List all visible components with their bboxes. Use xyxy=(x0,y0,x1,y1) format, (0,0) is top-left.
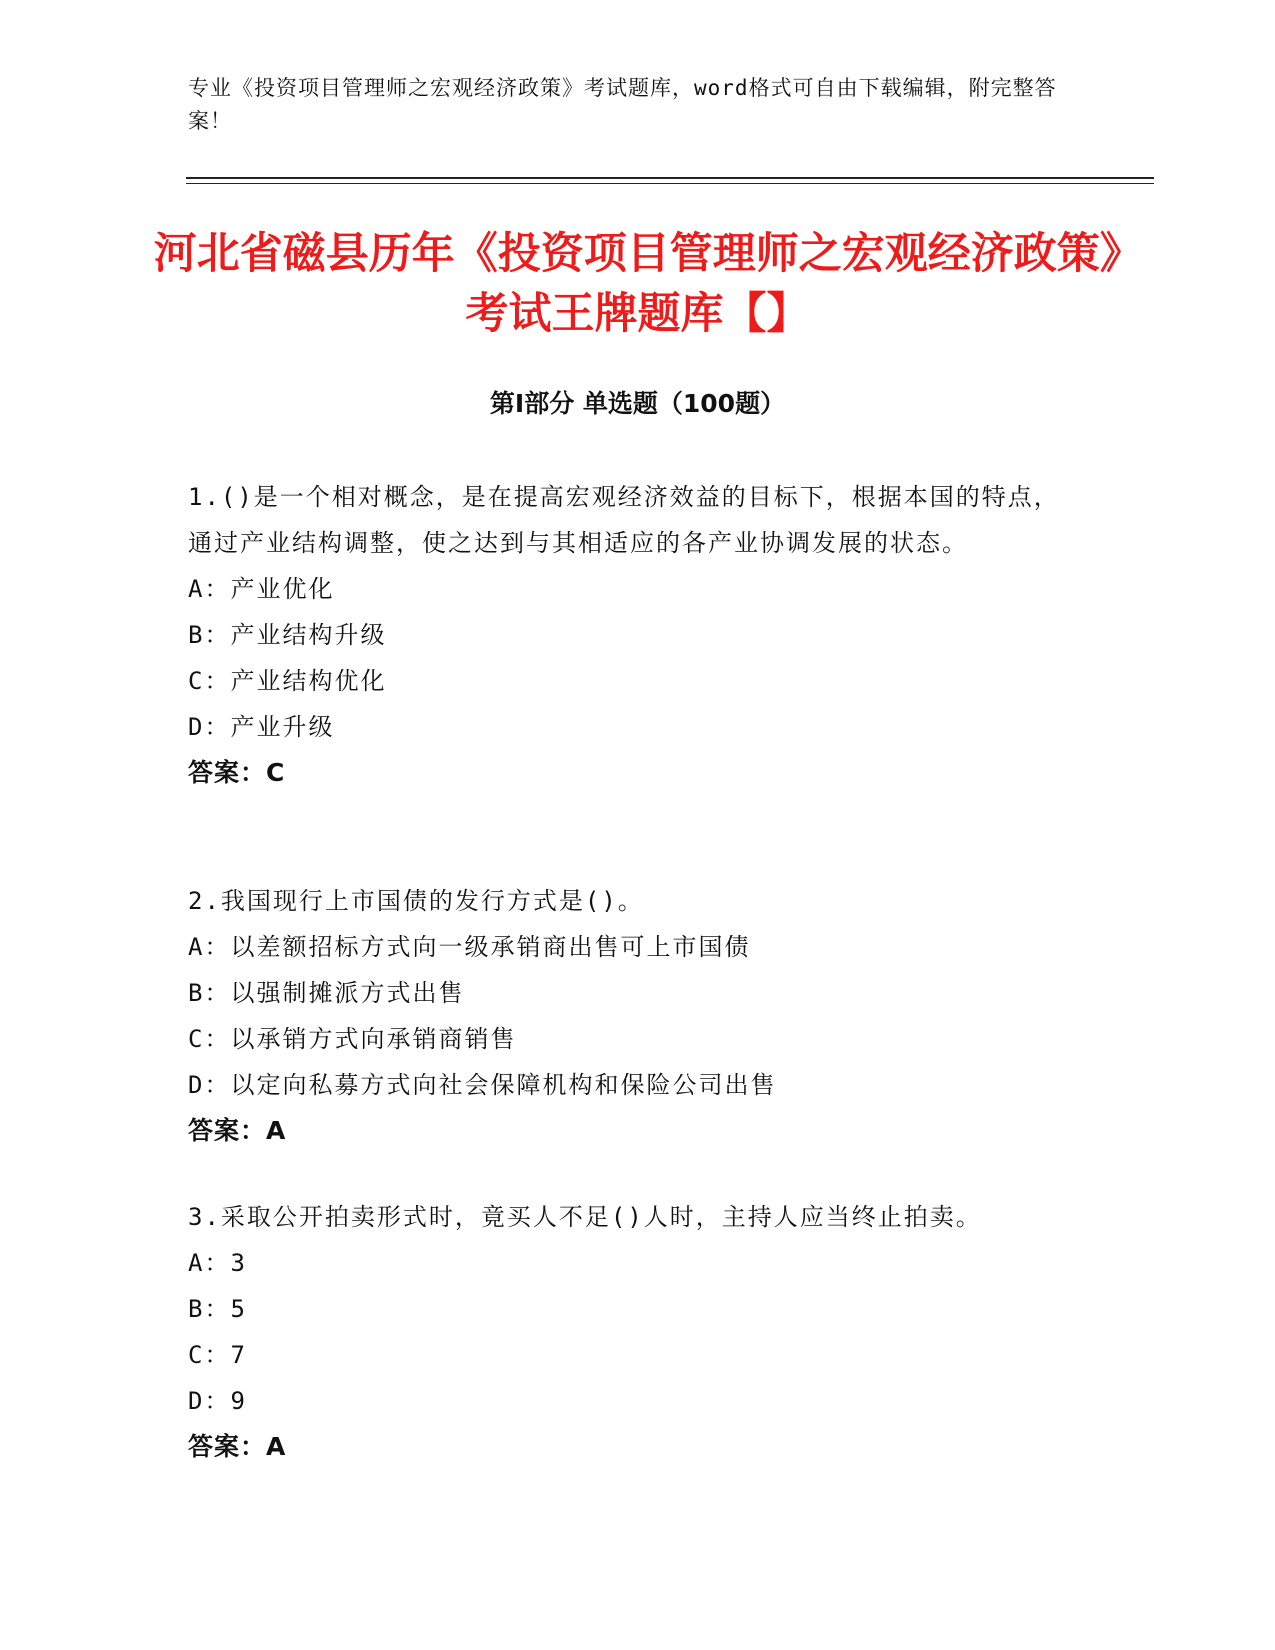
option-c: C：以承销方式向承销商销售 xyxy=(188,1025,517,1053)
header-note: 专业《投资项目管理师之宏观经济政策》考试题库，word格式可自由下载编辑，附完整答案！ xyxy=(188,76,1057,133)
option-d: D：9 xyxy=(188,1387,247,1415)
section-heading: 第Ⅰ部分 单选题（100题） xyxy=(489,389,786,418)
header-divider-thin xyxy=(186,183,1154,184)
option-c: C：7 xyxy=(188,1341,247,1369)
option-d: D：产业升级 xyxy=(188,713,335,741)
option-b: B：5 xyxy=(188,1295,247,1323)
option-a: A：3 xyxy=(188,1249,247,1277)
answer: 答案：C xyxy=(188,758,286,787)
header-divider-thick xyxy=(186,177,1154,179)
option-a: A：以差额招标方式向一级承销商出售可上市国债 xyxy=(188,933,751,961)
question-text: 1.()是一个相对概念，是在提高宏观经济效益的目标下，根据本国的特点，通过产业结构调整，使之达到与其相适应的各产业协调发展的状态。 xyxy=(188,483,1060,557)
answer: 答案：A xyxy=(188,1116,287,1145)
option-d: D：以定向私募方式向社会保障机构和保险公司出售 xyxy=(188,1071,777,1099)
option-c: C：产业结构优化 xyxy=(188,667,387,695)
question-text: 2.我国现行上市国债的发行方式是()。 xyxy=(188,887,644,915)
option-b: B：以强制摊派方式出售 xyxy=(188,979,465,1007)
question-1 xyxy=(188,474,1068,796)
answer: 答案：A xyxy=(188,1432,287,1461)
option-a: A：产业优化 xyxy=(188,575,335,603)
option-b: B：产业结构升级 xyxy=(188,621,387,649)
question-text: 3.采取公开拍卖形式时，竟买人不足()人时，主持人应当终止拍卖。 xyxy=(188,1203,982,1231)
question-2 xyxy=(188,878,1068,1154)
question-3 xyxy=(188,1194,1068,1470)
document-title: 河北省磁县历年《投资项目管理师之宏观经济政策》考试王牌题库【】 xyxy=(153,229,1122,339)
